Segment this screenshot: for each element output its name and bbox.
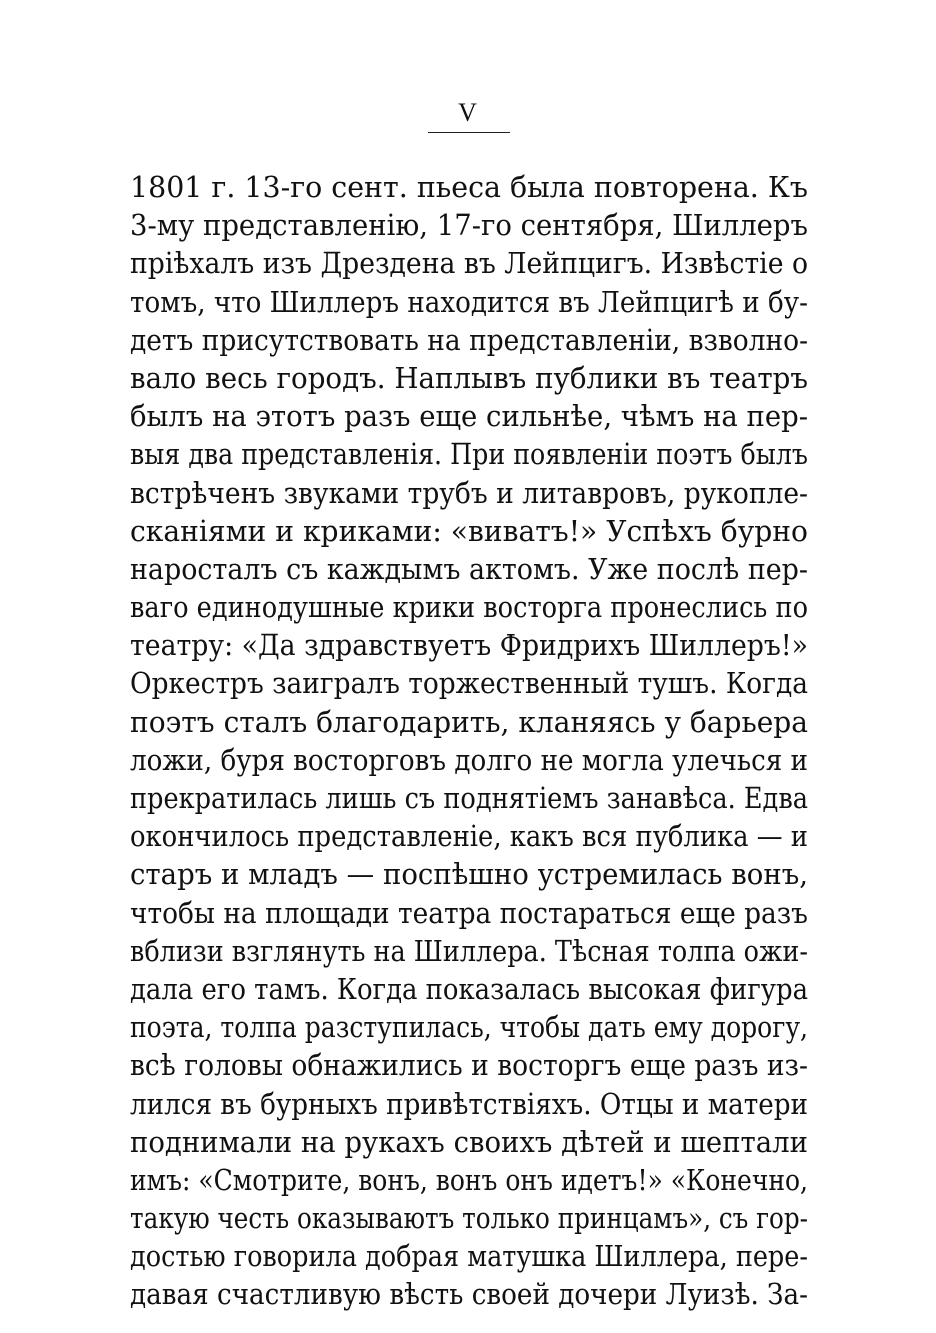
- text-line: томъ, что Шиллеръ находится въ Лейпцигѣ и бу-: [130, 284, 808, 319]
- text-line: 1801 г. 13-го сент. пьеса была повторена. Къ: [130, 170, 808, 204]
- text-line: вблизи взглянуть на Шиллера. Тѣсная толпа ожи-: [130, 933, 808, 968]
- text-line: поэта, толпа разступилась, чтобы дать ему дорогу,: [130, 1010, 808, 1045]
- text-line: вало весь городъ. Наплывъ публики въ театръ: [130, 360, 808, 395]
- text-line: прекратилась лишь съ поднятіемъ занавѣса. Едва: [130, 781, 808, 815]
- text-line: ложи, буря восторговъ долго не могла улечься и: [130, 742, 808, 777]
- text-line: давая счастливую вѣсть своей дочери Луизѣ. За-: [130, 1277, 808, 1312]
- text-line: театру: «Да здравствуетъ Фридрихъ Шиллеръ!»: [130, 628, 808, 663]
- text-line: такую честь оказываютъ только принцамъ», съ гор-: [130, 1201, 808, 1236]
- text-line: дала его тамъ. Когда показалась высокая фигура: [130, 971, 808, 1006]
- text-line: 3-му представленію, 17-го сентября, Шиллеръ: [130, 208, 808, 243]
- text-line: поэтъ сталъ благодарить, кланяясь у барьера: [130, 704, 808, 739]
- body-text: [130, 168, 808, 1314]
- header-rule: [428, 132, 510, 133]
- text-line: окончилось представленіе, какъ вся публика — и: [130, 819, 808, 854]
- text-line: чтобы на площади театра постараться еще разъ: [130, 895, 808, 930]
- text-line: наросталъ съ каждымъ актомъ. Уже послѣ пер-: [130, 551, 808, 586]
- text-line: всѣ головы обнажились и восторгъ еще разъ из-: [130, 1048, 808, 1083]
- page-number: V: [458, 98, 478, 127]
- text-line: детъ присутствовать на представленіи, взволно-: [130, 322, 808, 357]
- text-line: выя два представленія. При появленіи поэтъ былъ: [130, 437, 808, 472]
- text-line: сканіями и криками: «виватъ!» Успѣхъ бурно: [130, 513, 808, 548]
- text-line: встрѣченъ звуками трубъ и литавровъ, рукопле-: [130, 475, 808, 510]
- text-line: ваго единодушные крики восторга пронеслись по: [130, 590, 808, 625]
- text-line: былъ на этотъ разъ еще сильнѣе, чѣмъ на пер-: [130, 399, 808, 434]
- text-line: Оркестръ заигралъ торжественный тушъ. Когда: [130, 666, 808, 701]
- text-line: поднимали на рукахъ своихъ дѣтей и шептали: [130, 1124, 808, 1159]
- text-line: достью говорила добрая матушка Шиллера, пере-: [130, 1239, 808, 1274]
- text-line: лился въ бурныхъ привѣтствіяхъ. Отцы и матери: [130, 1086, 808, 1121]
- text-line: старъ и младъ — поспѣшно устремилась вонъ,: [130, 857, 808, 892]
- text-line: пріѣхалъ изъ Дрездена въ Лейпцигъ. Извѣстіе о: [130, 246, 808, 281]
- text-line: имъ: «Смотрите, вонъ, вонъ онъ идетъ!» «Конечно,: [130, 1162, 808, 1197]
